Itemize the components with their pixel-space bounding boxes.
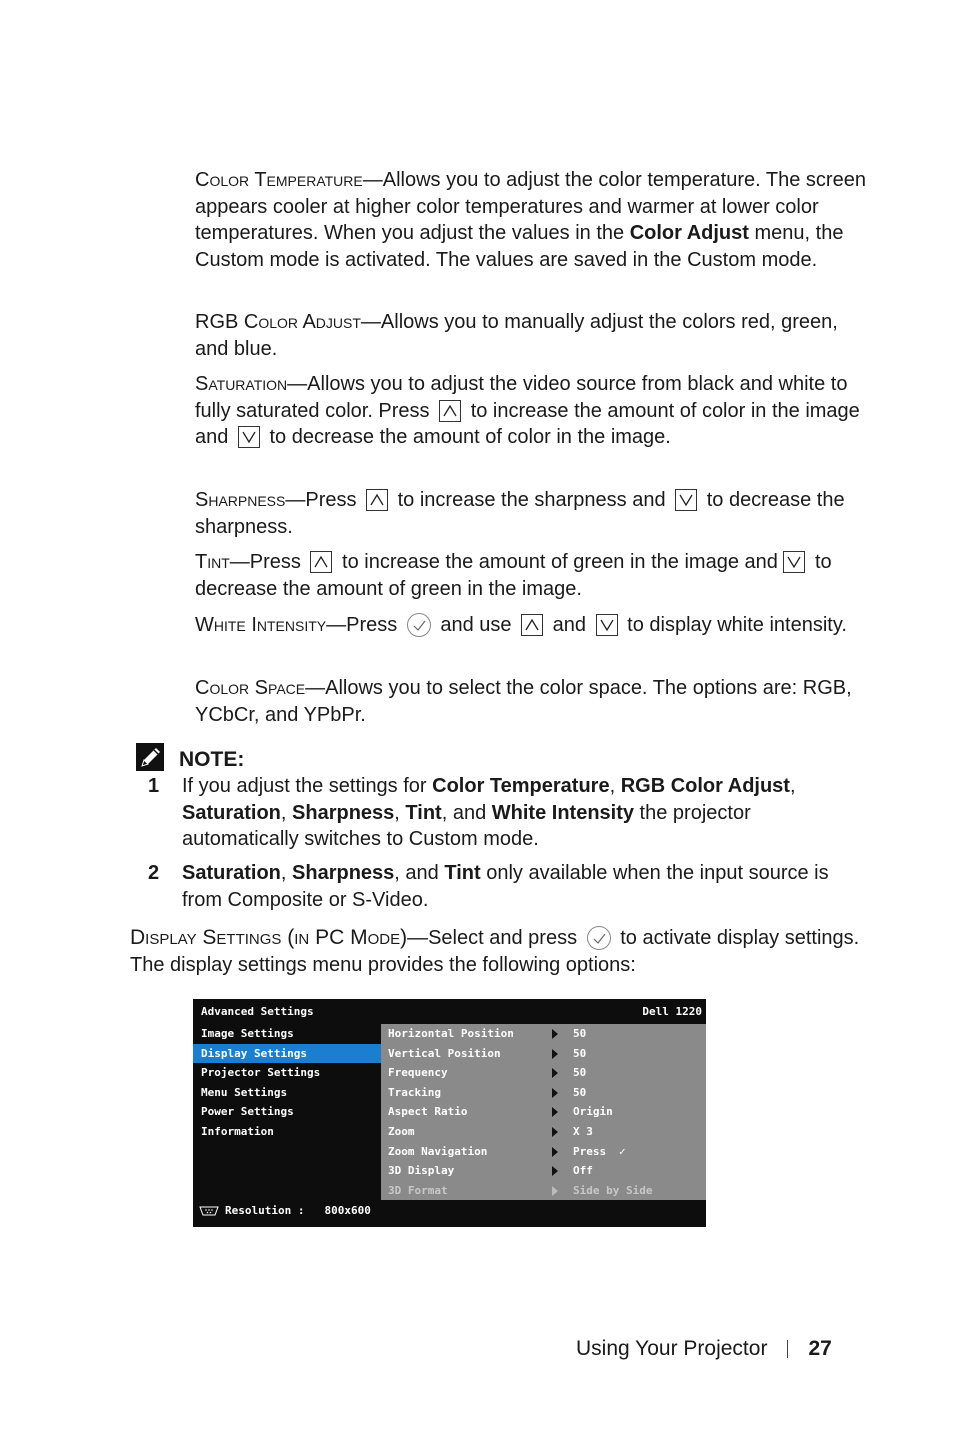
osd-menu-item: Projector Settings bbox=[201, 1066, 321, 1079]
note-number: 1 bbox=[148, 775, 160, 797]
white-intensity-text-1: Press bbox=[346, 614, 398, 636]
saturation-term: Saturation— bbox=[195, 373, 308, 395]
color-space-term: Color Space— bbox=[195, 677, 326, 699]
down-arrow-key-icon bbox=[596, 614, 618, 636]
right-arrow-icon bbox=[552, 1068, 558, 1078]
white-intensity-paragraph bbox=[195, 612, 867, 639]
white-intensity-text-2: and use bbox=[440, 614, 512, 636]
sharpness-text-1: Press bbox=[305, 489, 357, 511]
osd-menu-item-selected: Display Settings bbox=[193, 1044, 381, 1064]
checkmark-button-icon bbox=[407, 613, 431, 637]
checkmark-icon: ✓ bbox=[619, 1144, 626, 1158]
up-arrow-key-icon bbox=[439, 400, 461, 422]
note-item-1 bbox=[148, 773, 868, 853]
osd-menu-item: Power Settings bbox=[201, 1105, 294, 1118]
osd-footer bbox=[199, 1204, 371, 1217]
white-intensity-text-3: and bbox=[552, 614, 587, 636]
right-arrow-icon bbox=[552, 1029, 558, 1039]
up-arrow-key-icon bbox=[521, 614, 543, 636]
osd-row: Vertical Position 50 bbox=[388, 1046, 587, 1060]
osd-title: Advanced Settings bbox=[201, 1005, 314, 1018]
tint-paragraph bbox=[195, 549, 867, 602]
saturation-text-1: Allows you to adjust the video source from black and white to fully saturated color. Press bbox=[195, 373, 848, 422]
saturation-text-3: to decrease the amount of color in the image. bbox=[269, 426, 671, 448]
display-settings-text-2: to activate display settings. The display settings menu provides the following options: bbox=[130, 927, 860, 976]
tint-text-1: Press bbox=[249, 551, 301, 573]
osd-model: Dell 1220 bbox=[642, 1005, 702, 1018]
osd-menu-screenshot bbox=[193, 999, 706, 1227]
sharpness-text-3: to decrease the sharpness. bbox=[195, 489, 845, 538]
page-footer bbox=[576, 1337, 832, 1361]
checkmark-button-icon bbox=[587, 926, 611, 950]
osd-left-menu bbox=[193, 1024, 381, 1141]
color-temperature-term: Color Temperature— bbox=[195, 169, 383, 191]
rgb-color-adjust-term: RGB Color Adjust— bbox=[195, 311, 381, 333]
up-arrow-key-icon bbox=[310, 551, 332, 573]
down-arrow-key-icon bbox=[238, 426, 260, 448]
right-arrow-icon bbox=[552, 1107, 558, 1117]
page-number: 27 bbox=[808, 1337, 832, 1360]
right-arrow-icon bbox=[552, 1186, 558, 1196]
right-arrow-icon bbox=[552, 1088, 558, 1098]
down-arrow-key-icon bbox=[783, 551, 805, 573]
note-item-2 bbox=[148, 860, 868, 915]
resolution-label: Resolution : bbox=[225, 1204, 305, 1217]
saturation-paragraph bbox=[195, 371, 867, 451]
resolution-value: 800x600 bbox=[324, 1204, 371, 1217]
right-arrow-icon bbox=[552, 1147, 558, 1157]
note-label: NOTE: bbox=[179, 748, 245, 771]
vga-port-icon bbox=[199, 1206, 219, 1216]
white-intensity-term: White Intensity— bbox=[195, 614, 347, 636]
right-arrow-icon bbox=[552, 1049, 558, 1059]
osd-row: Horizontal Position 50 bbox=[388, 1027, 587, 1040]
color-temperature-text: Allows you to adjust the color temperature. The screen appears cooler at higher color temperatures and warmer at lower color temperatures. When you adjust the values in the bbox=[195, 169, 866, 244]
tint-term: Tint— bbox=[195, 551, 250, 573]
up-arrow-key-icon bbox=[366, 489, 388, 511]
tint-text-2: to increase the amount of green in the image and bbox=[342, 551, 778, 573]
footer-divider bbox=[787, 1340, 788, 1358]
osd-settings-panel bbox=[381, 1024, 706, 1200]
display-settings-term: Display Settings (in PC Mode)— bbox=[130, 926, 429, 949]
saturation-text-2: to increase the amount of color in the image and bbox=[195, 399, 860, 448]
right-arrow-icon bbox=[552, 1166, 558, 1176]
right-arrow-icon bbox=[552, 1127, 558, 1137]
display-settings-paragraph bbox=[130, 925, 870, 978]
osd-row: Frequency 50 bbox=[388, 1066, 587, 1080]
sharpness-term: Sharpness— bbox=[195, 489, 306, 511]
osd-row-disabled: 3D Format Side by Side bbox=[388, 1183, 653, 1197]
footer-section-title: Using Your Projector bbox=[576, 1337, 768, 1360]
note-text: Saturation, Sharpness, and Tint only available when the input source is from Composite or S-Video. bbox=[182, 862, 829, 911]
rgb-color-adjust-text: Allows you to manually adjust the colors red, green, and blue. bbox=[195, 311, 838, 360]
osd-menu-item: Information bbox=[201, 1124, 274, 1138]
down-arrow-key-icon bbox=[675, 489, 697, 511]
display-settings-text-1: Select and press bbox=[428, 927, 578, 949]
white-intensity-text-4: to display white intensity. bbox=[627, 614, 847, 636]
note-text: If you adjust the settings for Color Temperature, RGB Color Adjust, Saturation, Sharpness, Tint, and White Intensity the projector automatically switches to Custom mode. bbox=[182, 775, 796, 850]
color-space-text: Allows you to select the color space. The options are: RGB, YCbCr, and YPbPr. bbox=[195, 677, 852, 726]
color-temperature-text-2: menu, the Custom mode is activated. The values are saved in the Custom mode. bbox=[195, 222, 844, 271]
tint-text-3: to decrease the amount of green in the image. bbox=[195, 551, 832, 600]
color-space-paragraph bbox=[195, 675, 867, 728]
osd-row: Zoom Navigation Press ✓ bbox=[381, 1142, 706, 1162]
osd-row: Tracking 50 bbox=[388, 1085, 587, 1099]
osd-row: 3D Display Off bbox=[388, 1164, 593, 1178]
sharpness-text-2: to increase the sharpness and bbox=[397, 489, 666, 511]
rgb-color-adjust-paragraph bbox=[195, 309, 867, 362]
color-temperature-paragraph bbox=[195, 167, 867, 273]
color-adjust-bold: Color Adjust bbox=[629, 222, 749, 244]
osd-row: Aspect Ratio Origin bbox=[388, 1105, 613, 1119]
osd-menu-item: Menu Settings bbox=[201, 1085, 288, 1099]
osd-row: Zoom X 3 bbox=[388, 1124, 593, 1138]
sharpness-paragraph bbox=[195, 487, 867, 540]
note-number: 2 bbox=[148, 862, 160, 884]
osd-menu-item: Image Settings bbox=[201, 1027, 294, 1040]
